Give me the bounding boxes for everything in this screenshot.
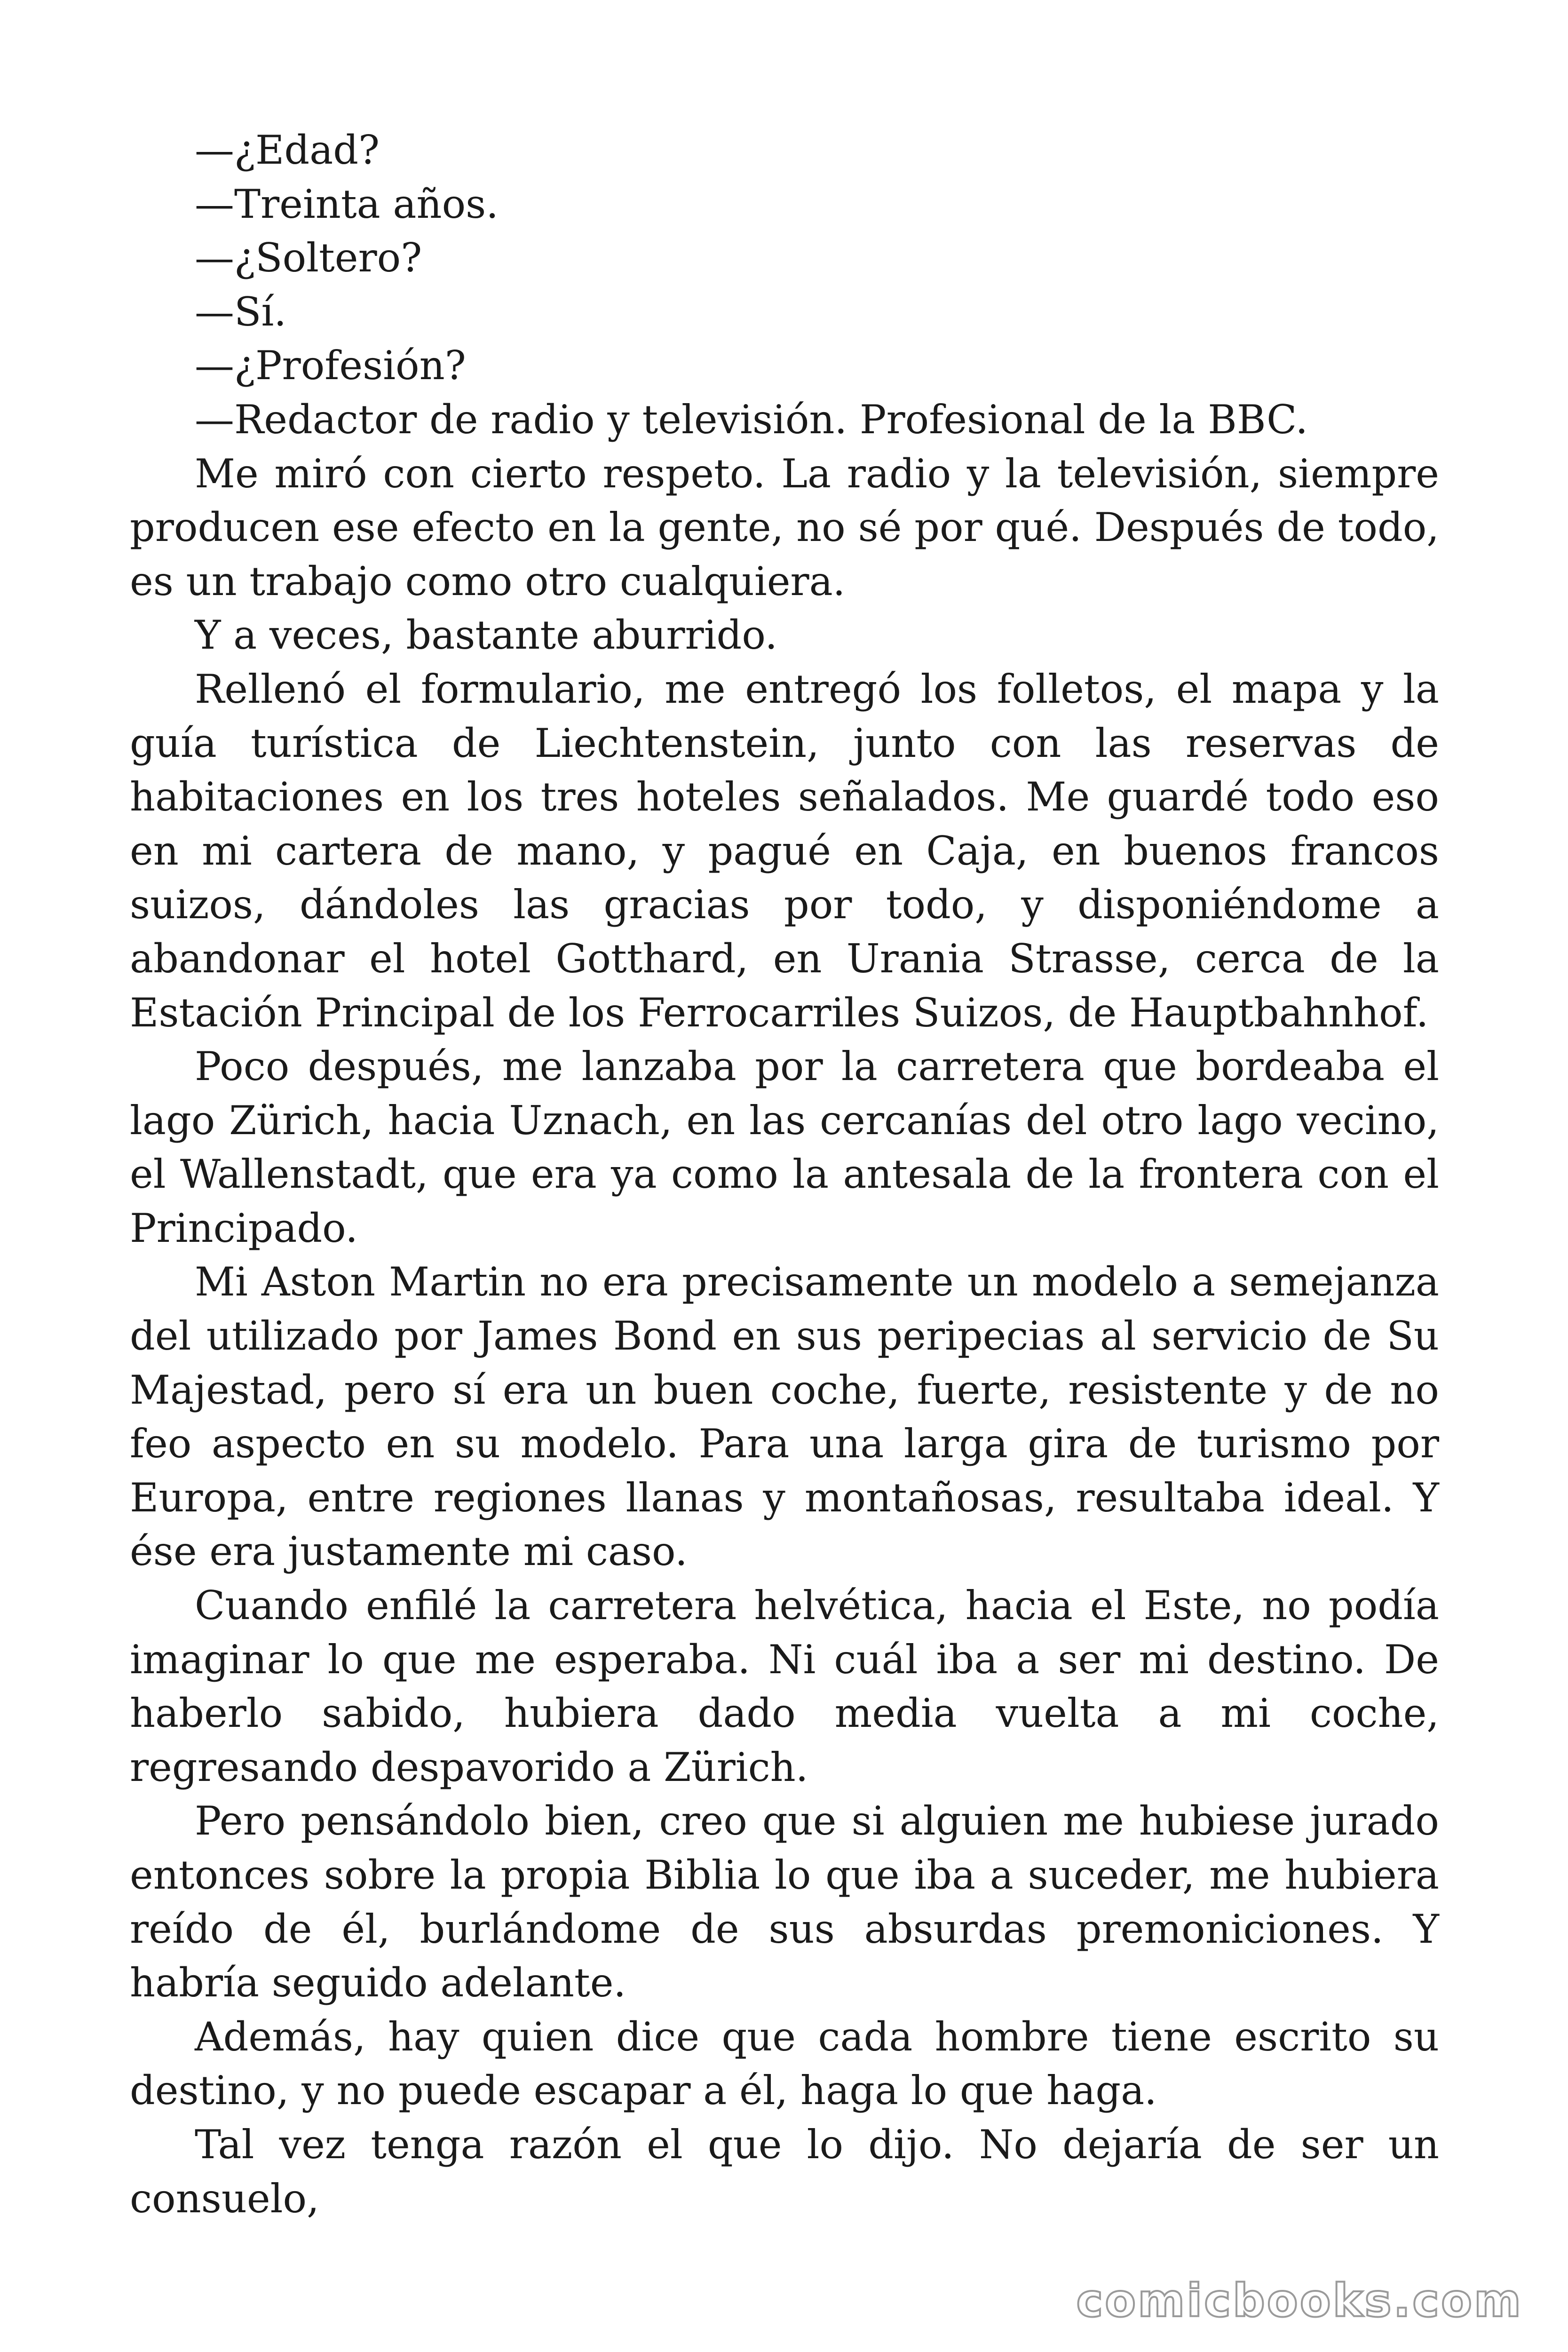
paragraph: Y a veces, bastante aburrido. — [195, 612, 778, 659]
paragraph: Además, hay quien dice que cada hombre tiene escrito su destino, y no puede escapar a él, haga lo que haga. — [130, 2013, 1439, 2114]
paragraph: —Redactor de radio y televisión. Profesional de la BBC. — [195, 396, 1308, 443]
body-text — [130, 123, 1439, 2225]
paragraph: —¿Profesión? — [195, 342, 466, 389]
paragraph: —Sí. — [195, 288, 287, 335]
paragraph: Poco después, me lanzaba por la carretera que bordeaba el lago Zürich, hacia Uznach, en las cercanías del otro lago vecino, el Wallenstadt, que era ya como la antesala de la frontera con el Principado. — [130, 1043, 1439, 1251]
paragraph: Mi Aston Martin no era precisamente un modelo a semejanza del utilizado por James Bond en sus peripecias al servicio de Su Majestad, pero sí era un buen coche, fuerte, resistente y de no feo aspecto en su modelo. Para una larga gira de turismo por Europa, entre regiones llanas y montañosas, resultaba ideal. Y ése era justamente mi caso. — [130, 1259, 1439, 1575]
paragraph: Rellenó el formulario, me entregó los folletos, el mapa y la guía turística de Liechtenstein, junto con las reservas de habitaciones en los tres hoteles señalados. Me guardé todo eso en mi cartera de mano, y pagué en Caja, en buenos francos suizos, dándoles las gracias por todo, y disponiéndome a abandonar el hotel Gotthard, en Urania Strasse, cerca de la Estación Principal de los Ferrocarriles Suizos, de Hauptbahnhof. — [130, 666, 1439, 1036]
paragraph: Pero pensándolo bien, creo que si alguien me hubiese jurado entonces sobre la propia Biblia lo que iba a suceder, me hubiera reído de él, burlándome de sus absurdas premoniciones. Y habría seguido adelante. — [130, 1798, 1439, 2006]
paragraph: Me miró con cierto respeto. La radio y la televisión, siempre producen ese efecto en la gente, no sé por qué. Después de todo, es un trabajo como otro cualquiera. — [130, 450, 1439, 604]
paragraph: Cuando enfilé la carretera helvética, hacia el Este, no podía imaginar lo que me esperaba. Ni cuál iba a ser mi destino. De haberlo sabido, hubiera dado media vuelta a mi coche, regresando despavorido a Zürich. — [130, 1582, 1439, 1790]
paragraph: Tal vez tenga razón el que lo dijo. No dejaría de ser un consuelo, — [130, 2121, 1439, 2222]
paragraph: —Treinta años. — [195, 181, 499, 227]
watermark: comicbooks.com — [1076, 2274, 1523, 2327]
paragraph: —¿Edad? — [195, 127, 380, 173]
paragraph: —¿Soltero? — [195, 235, 422, 281]
